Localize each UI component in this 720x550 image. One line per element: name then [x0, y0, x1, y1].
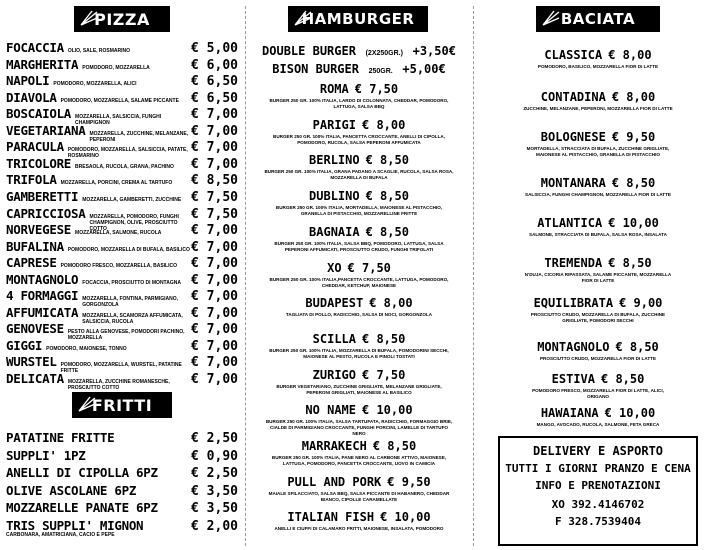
- item-price: € 2,50: [191, 431, 238, 446]
- item-name: NO NAME: [305, 403, 356, 418]
- menu-item: [6, 57, 238, 73]
- item-price: € 8,50: [608, 256, 652, 270]
- item-description: POMODORO FRESCO, MOZZARELLA, BASILICO: [60, 263, 177, 270]
- menu-item: [252, 257, 466, 289]
- delivery-hours: TUTTI I GIORNI PRANZO E CENA: [505, 462, 691, 475]
- item-name: MONTANARA: [540, 176, 606, 190]
- item-price: € 8,50: [365, 224, 409, 239]
- menu-item: [6, 40, 238, 56]
- item-price: € 8,50: [615, 340, 659, 354]
- item-description: SALSICCIA, FUNGHI CHAMPIGNON, MOZZARELLA FIOR DI LATTE: [525, 192, 671, 197]
- item-price: € 7,00: [191, 338, 238, 354]
- item-price: € 9,50: [387, 474, 431, 489]
- item-name: OLIVE ASCOLANE 6PZ: [6, 482, 137, 498]
- item-description: MORTADELLA, STRACCIATA DI BUFALA, ZUCCHINE GRIGLIATE, MAIONESE AL PISTACCHIO, GRANELLA DI PISTACCHIO: [526, 146, 670, 157]
- item-name: BUDAPEST: [305, 296, 364, 311]
- menu-item: [482, 402, 714, 428]
- item-name: ITALIAN FISH: [287, 510, 375, 525]
- menu-item: [252, 435, 466, 467]
- menu-item: [6, 172, 238, 188]
- item-description: MOZZARELLA, POMODORO, FUNGHI CHAMPIGNON, OLIVE, PROSCIUTTO COTTO: [89, 213, 179, 232]
- item-price: € 7,50: [362, 367, 406, 382]
- item-price: € 6,50: [191, 74, 238, 90]
- item-description: BRESAOLA, RUCOLA, GRANA, PACHINO: [75, 163, 174, 170]
- item-price: € 8,00: [362, 117, 406, 132]
- item-name: SCILLA: [312, 331, 356, 346]
- phone-number[interactable]: XO 392.4146702: [551, 498, 645, 511]
- item-name: AFFUMICATA: [6, 304, 79, 320]
- bison-burger-label: BISON BURGER: [272, 62, 359, 76]
- item-description: MOZZARELLA, SALMONE, RUCOLA: [75, 230, 162, 237]
- menu-item: [252, 471, 466, 503]
- item-name: MONTAGNOLO: [537, 340, 610, 354]
- item-price: € 7,00: [191, 355, 238, 371]
- item-name: TREMENDA: [544, 256, 603, 270]
- menu-item: [6, 272, 238, 288]
- item-name: DELICATA: [6, 371, 64, 386]
- rays-icon: [80, 10, 98, 26]
- item-price: € 6,50: [191, 90, 238, 106]
- item-name: FOCACCIA: [6, 40, 64, 55]
- pizza-column: [6, 0, 238, 550]
- item-description: POMODORO, MOZZARELLA, SALSICCIA, PATATE, ROSMARINO: [67, 147, 188, 160]
- item-description: PROSCIUTTO CRUDO, MOZZARELLA FIOR DI LATTE: [539, 356, 657, 361]
- item-description: POMODORO, MOZZARELLA, SALAME PICCANTE: [60, 97, 179, 104]
- item-price: € 8,50: [365, 153, 409, 168]
- item-name: DUBLINO: [309, 189, 360, 204]
- item-price: € 7,00: [191, 256, 238, 272]
- item-description: POMODORO, MAIONESE, TONNO: [46, 345, 127, 352]
- item-description: POMODORO FRESCO, MOZZARELLA FIOR DI LATTE, ALICI, ORIGANO: [532, 388, 664, 399]
- item-name: DIAVOLA: [6, 89, 57, 105]
- item-name: NAPOLI: [6, 73, 50, 89]
- item-price: € 7,50: [191, 206, 238, 222]
- menu-item: [6, 500, 238, 516]
- double-burger-price: +3,50€: [412, 44, 456, 58]
- item-name: MOZZARELLE PANATE 6PZ: [6, 500, 158, 516]
- item-name: GENOVESE: [6, 321, 64, 337]
- item-price: € 9,50: [611, 130, 656, 144]
- menu-item: [6, 90, 238, 106]
- item-description: BURGER 250 GR. 100% ITALIA, LARDO DI COLONNATA, CHEDDAR, POMODORO, LATTUGA, SALSA BBQ: [269, 98, 449, 109]
- item-name: XO: [327, 260, 342, 275]
- item-price: € 10,00: [380, 510, 431, 525]
- item-name: MARRAKECH: [301, 439, 367, 453]
- item-description: MOZZARELLA, PORCINI, CREMA AL TARTUFO: [60, 180, 173, 187]
- item-description: FOCACCIA, PROSCIUTTO DI MONTAGNA: [82, 279, 181, 286]
- item-description: BURGER 250 GR. 100% ITALIA, SALSA BBQ, POMODORO, LATTUGA, SALSA PEPERONI AFFUMICATI, PROSCIUTTO CRUDO, FUNGHI TRIFOLATI: [274, 240, 444, 252]
- item-description: MAIALE SFILACCIATO, SALSA BBQ, SALSA PICCANTE DI HABANERO, CHEDDAR BIANCO, CIPOLLE CARAMELLATE: [268, 490, 450, 502]
- item-description: BURGER 250 GR. 100% ITALIA, SALSA TARTUFATA, RADICCHIO, FORMAGGIO BRIE, CIALDE DI PARMIGIANO CROCCANTE, FUNGHI PORCINI, LAMELLE DI TARTUFO NERO: [265, 419, 453, 437]
- item-description: BURGER 250 GR. 100% ITALIA, MORTADELLA, MAIONESE AL PISTACCHIO, GRANELLA DI PISTACCHIO, MOZZARELLINE FRITTE: [275, 205, 443, 217]
- item-description: MOZZARELLA, FONTINA, PARMIGIANO, GORGONZOLA: [82, 296, 178, 309]
- menu-item: [6, 483, 238, 499]
- menu-item: [6, 255, 238, 271]
- double-burger-label: DOUBLE BURGER: [262, 44, 356, 58]
- item-price: € 7,50: [354, 82, 399, 96]
- item-price: € 10,00: [608, 216, 659, 230]
- fritti-banner: [72, 392, 172, 418]
- item-description: POMODORO, MOZZARELLA DI BUFALA, BASILICO: [67, 246, 190, 253]
- item-price: € 8,50: [365, 189, 409, 204]
- item-name: PULL AND PORK: [287, 474, 382, 489]
- fritti-title: FRITTI: [91, 395, 153, 415]
- item-name: 4 FORMAGGI: [6, 288, 79, 304]
- rays-icon: [78, 396, 96, 412]
- item-price: € 8,00: [611, 90, 656, 104]
- item-description: PESTO ALLA GENOVESE, POMODORI PACHINO, MOZZARELLA: [67, 329, 185, 342]
- item-description: PROSCIUTTO CRUDO, MOZZARELLA DI BUFALA, ZUCCHINE GRIGLIATE, POMODORI SECCHI: [530, 312, 666, 323]
- menu-item: [6, 371, 238, 391]
- rays-icon: [294, 10, 312, 26]
- menu-item: [482, 292, 714, 324]
- item-description: POMODORO, BASILICO, MOZZARELLA FIOR DI LATTE: [537, 64, 659, 69]
- item-name: GAMBERETTI: [6, 188, 79, 204]
- item-price: € 7,00: [191, 272, 238, 288]
- menu-item: [6, 430, 238, 446]
- item-description: MOZZARELLA, SALSICCIA, FUNGHI CHAMPIGNON: [75, 114, 162, 127]
- item-price: € 8,00: [369, 296, 413, 311]
- item-price: € 7,00: [191, 140, 238, 156]
- item-name: TRIFOLA: [6, 172, 57, 188]
- item-description: POMODORO, MOZZARELLA, ALICI: [53, 81, 137, 88]
- item-name: VEGETARIANA: [6, 122, 86, 138]
- menu-item: [482, 126, 714, 158]
- item-name: BOSCAIOLA: [6, 106, 72, 122]
- baciata-title: BACIATA: [560, 10, 636, 28]
- item-name: NORVEGESE: [6, 222, 72, 238]
- double-burger-detail: (2X250GR.): [365, 50, 403, 57]
- item-description: MOZZARELLA, ZUCCHINE, MELANZANE, PEPERONI: [89, 130, 189, 143]
- menu-item: [252, 114, 466, 146]
- item-name: ESTIVA: [551, 372, 595, 386]
- item-description: SALMONE, STRACCIATA DI BUFALA, SALSA ROSA, INSALATA: [529, 232, 667, 237]
- item-name: PATATINE FRITTE: [6, 430, 115, 445]
- item-description: CARBONARA, AMATRICIANA, CACIO E PEPE: [6, 532, 115, 538]
- rays-icon: [542, 10, 560, 26]
- menu-item: [6, 465, 238, 481]
- item-name: SUPPLI' 1PZ: [6, 447, 86, 463]
- item-description: BURGER 250 GR. 100% ITALIA, MOZZARELLA DI BUFALA, POMODORINI SECCHI, MAIONESE AL PESTO, RUCOLA E PINOLI TOSTATI: [269, 347, 449, 359]
- menu-item: [252, 185, 466, 217]
- item-price: € 7,00: [191, 156, 238, 172]
- item-description: POMODORO, MOZZARELLA: [82, 64, 150, 71]
- item-description: MOZZARELLA, ZUCCHINE ROMANESCHE, PROSCIUTTO COTTO: [67, 379, 170, 391]
- item-price: € 7,00: [191, 239, 238, 255]
- menu-item: [252, 78, 466, 110]
- item-price: € 8,50: [372, 439, 417, 453]
- menu-item: [6, 239, 238, 255]
- item-name: BAGNAIA: [309, 224, 360, 239]
- item-price: € 7,00: [191, 223, 238, 239]
- item-name: TRICOLORE: [6, 155, 72, 171]
- menu-item: [482, 212, 714, 238]
- item-price: € 10,00: [604, 406, 656, 420]
- menu-item: [482, 336, 714, 362]
- menu-item: [252, 292, 466, 318]
- delivery-info: INFO E PRENOTAZIONI: [535, 479, 661, 492]
- item-price: € 8,50: [601, 372, 645, 386]
- item-description: TAGLIATA DI POLLO, RADICCHIO, SALSA DI NOCI, GORGONZOLA: [285, 312, 433, 318]
- item-description: ANELLI E CIUFFI DI CALAMARO FRITTI, MAIONESE, INSALATA, POMODORO: [274, 526, 444, 532]
- menu-item: [6, 338, 238, 354]
- item-description: MOZZARELLA, GAMBERETTI, ZUCCHINE: [82, 196, 182, 203]
- item-price: € 8,00: [608, 48, 652, 62]
- item-name: BUFALINA: [6, 238, 64, 254]
- item-name: EQUILIBRATA: [533, 296, 614, 310]
- menu-item: [482, 252, 714, 284]
- item-name: MONTAGNOLO: [6, 271, 79, 287]
- item-name: ZURIGO: [312, 367, 356, 382]
- item-description: MOZZARELLA, SCAMORZA AFFUMICATA, SALSICCIA, RUCOLA: [82, 312, 183, 325]
- item-description: BURGER VEGETARIANO, ZUCCHINE GRIGLIATE, MELANZANE GRIGLIATE, PEPERONI GRIGLIATI, MAIONESE AL BASILICO: [276, 383, 442, 395]
- menu-item: [6, 189, 238, 205]
- pizza-title: PIZZA: [94, 9, 150, 29]
- item-price: € 0,90: [191, 448, 238, 464]
- item-name: MARGHERITA: [6, 56, 79, 72]
- menu-item: [252, 221, 466, 253]
- item-price: € 7,00: [191, 372, 238, 387]
- item-price: € 7,00: [191, 123, 238, 139]
- item-price: € 7,00: [191, 305, 238, 321]
- item-description: BURGER 250 GR. 100% ITALIA, GRANA PADANO A SCAGLIE, RUCOLA, SALSA ROSA, MOZZARELLA DI BUFALA: [264, 169, 454, 181]
- item-name: PARIGI: [312, 117, 356, 132]
- bison-burger-option: [252, 58, 466, 77]
- item-name: HAWAIANA: [540, 406, 599, 420]
- item-price: € 3,50: [191, 483, 238, 499]
- item-description: POMODORO, MOZZARELLA, WURSTEL, PATATINE FRITTE: [60, 362, 182, 375]
- item-name: BOLOGNESE: [540, 130, 606, 144]
- menu-item: [252, 149, 466, 181]
- item-description: OLIO, SALE, ROSMARINO: [67, 48, 131, 54]
- item-description: BURGER 250 GR. 100% ITALIA,PANCETTA CROCCANTE, LATTUGA, POMODORO, CHEDDAR, KETCHUP, MAIONESE: [269, 276, 449, 288]
- menu-item: [6, 448, 238, 464]
- item-name: WURSTEL: [6, 354, 57, 370]
- item-price: € 2,50: [191, 466, 238, 482]
- hamburger-column: [252, 0, 466, 550]
- item-description: N'DUJA, CICORIA RIPASSATA, SALAME PICCANTE, MOZZARELLA FIOR DI LATTE: [524, 272, 672, 283]
- item-price: € 8,50: [611, 176, 656, 190]
- menu-item: [6, 156, 238, 172]
- item-name: PARACULA: [6, 139, 64, 155]
- double-burger-option: [252, 40, 466, 59]
- menu-item: [482, 368, 714, 400]
- item-price: € 5,00: [191, 41, 238, 56]
- item-name: CLASSICA: [544, 48, 603, 62]
- item-price: € 2,00: [191, 519, 238, 534]
- item-description: ZUCCHINE, MELANZANE, PEPERONI, MOZZARELLA FIOR DI LATTE: [523, 106, 673, 111]
- menu-item: [482, 172, 714, 198]
- item-name: BERLINO: [309, 153, 360, 168]
- item-name: CAPRESE: [6, 255, 57, 271]
- bison-burger-price: +5,00€: [402, 62, 446, 76]
- bison-burger-detail: 250GR.: [368, 68, 393, 75]
- item-name: CAPRICCIOSA: [6, 205, 86, 221]
- pizza-banner: [74, 6, 170, 32]
- item-description: MANGO, AVOCADO, RUCOLA, SALMONE, FETA GRECA: [536, 422, 660, 427]
- item-price: € 6,00: [191, 57, 238, 73]
- menu-item: [482, 44, 714, 70]
- hamburger-banner: [288, 6, 428, 32]
- item-price: € 3,50: [191, 501, 238, 517]
- menu-item: [252, 328, 466, 360]
- hamburger-title: HAMBURGER: [301, 10, 415, 28]
- item-price: € 10,00: [362, 403, 413, 418]
- item-price: € 7,50: [191, 189, 238, 205]
- phone-number[interactable]: F 328.7539404: [554, 515, 642, 528]
- item-price: € 9,00: [619, 296, 663, 310]
- delivery-line: DELIVERY E ASPORTO: [532, 444, 664, 458]
- delivery-info-box: [498, 436, 698, 546]
- baciata-column: [482, 0, 714, 550]
- item-name: ROMA: [319, 82, 349, 96]
- item-price: € 7,50: [347, 260, 391, 275]
- item-price: € 8,50: [191, 173, 238, 189]
- item-price: € 7,00: [191, 107, 238, 123]
- menu-item: [252, 364, 466, 396]
- item-description: BURGER 250 GR. 100% ITALIA, PANCETTA CROCCANTE, ANELLI DI CIPOLLA, POMODORO, RUCOLA, SALSA PEPERONI AFFUMICATA: [273, 133, 445, 145]
- item-price: € 7,00: [191, 289, 238, 305]
- item-name: GIGGI: [6, 337, 43, 353]
- menu-item: [6, 73, 238, 89]
- item-name: ANELLI DI CIPOLLA 6PZ: [6, 465, 158, 481]
- baciata-banner: [536, 6, 660, 32]
- item-price: € 8,50: [362, 331, 406, 346]
- item-name: TRIS SUPPLI' MIGNON: [6, 518, 144, 533]
- menu-item: [6, 222, 238, 238]
- item-description: BURGER 250 GR. 100% ITALIA, PANE NERO AL CARBONE ATTIVO, MAIONESE, LATTUGA, POMODORO, PANCETTA CROCCANTE, UOVO IN CAMICIA: [271, 455, 447, 466]
- item-name: ATLANTICA: [537, 216, 603, 230]
- item-price: € 7,00: [191, 322, 238, 338]
- item-name: CONTADINA: [540, 90, 606, 104]
- menu-item: [252, 506, 466, 532]
- menu-item: [252, 399, 466, 437]
- menu-item: [482, 86, 714, 112]
